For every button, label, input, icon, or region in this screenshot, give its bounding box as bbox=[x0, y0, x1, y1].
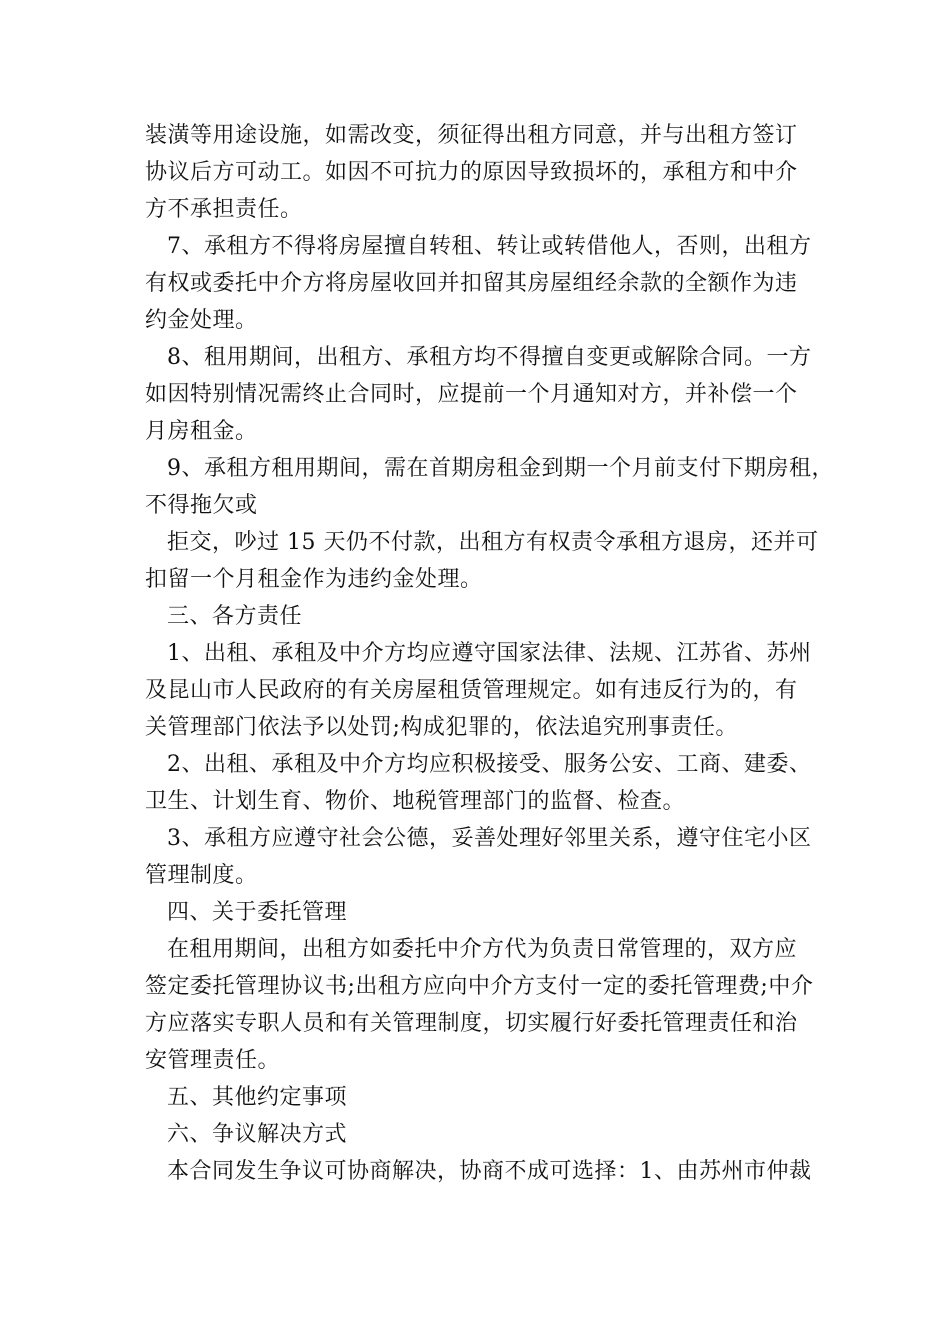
text-line: 在租用期间，出租方如委托中介方代为负责日常管理的，双方应 bbox=[167, 937, 798, 962]
section-heading: 五、其他约定事项 bbox=[167, 1085, 348, 1110]
section-heading: 四、关于委托管理 bbox=[167, 900, 348, 925]
text-line: 不得拖欠或 bbox=[145, 493, 258, 518]
text-line: 本合同发生争议可协商解决，协商不成可选择：1、由苏州市仲裁 bbox=[167, 1159, 812, 1184]
text-line: 关管理部门依法予以处罚;构成犯罪的，依法追究刑事责任。 bbox=[145, 715, 738, 740]
text-line: 协议后方可动工。如因不可抗力的原因导致损坏的，承租方和中介 bbox=[145, 160, 798, 185]
text-line: 签定委托管理协议书;出租方应向中介方支付一定的委托管理费;中介 bbox=[145, 974, 814, 999]
text-line: 方不承担责任。 bbox=[145, 197, 303, 222]
text-line: 及昆山市人民政府的有关房屋租赁管理规定。如有违反行为的，有 bbox=[145, 678, 798, 703]
text-line: 约金处理。 bbox=[145, 308, 258, 333]
text-line: 3、承租方应遵守社会公德，妥善处理好邻里关系，遵守住宅小区 bbox=[167, 826, 812, 851]
section-heading: 三、各方责任 bbox=[167, 604, 303, 629]
text-line: 2、出租、承租及中介方均应积极接受、服务公安、工商、建委、 bbox=[167, 752, 812, 777]
text-line: 管理制度。 bbox=[145, 863, 258, 888]
text-line: 1、出租、承租及中介方均应遵守国家法律、法规、江苏省、苏州 bbox=[167, 641, 812, 666]
section-heading: 六、争议解决方式 bbox=[167, 1122, 348, 1147]
text-line: 有权或委托中介方将房屋收回并扣留其房屋组经余款的全额作为违 bbox=[145, 271, 798, 296]
text-line: 8、租用期间，出租方、承租方均不得擅自变更或解除合同。一方 bbox=[167, 345, 812, 370]
text-line: 卫生、计划生育、物价、地税管理部门的监督、检查。 bbox=[145, 789, 686, 814]
text-line: 拒交，吵过 15 天仍不付款，出租方有权责令承租方退房，还并可 bbox=[167, 530, 819, 555]
text-line: 9、承租方租用期间，需在首期房租金到期一个月前支付下期房租， bbox=[167, 456, 834, 481]
text-line: 装潢等用途设施，如需改变，须征得出租方同意，并与出租方签订 bbox=[145, 123, 798, 148]
text-line: 月房租金。 bbox=[145, 419, 258, 444]
text-line: 7、承租方不得将房屋擅自转租、转让或转借他人，否则，出租方 bbox=[167, 234, 812, 259]
text-line: 方应落实专职人员和有关管理制度，切实履行好委托管理责任和治 bbox=[145, 1011, 798, 1036]
text-line: 如因特别情况需终止合同时，应提前一个月通知对方，并补偿一个 bbox=[145, 382, 798, 407]
text-line: 扣留一个月租金作为违约金处理。 bbox=[145, 567, 483, 592]
text-line: 安管理责任。 bbox=[145, 1048, 281, 1073]
